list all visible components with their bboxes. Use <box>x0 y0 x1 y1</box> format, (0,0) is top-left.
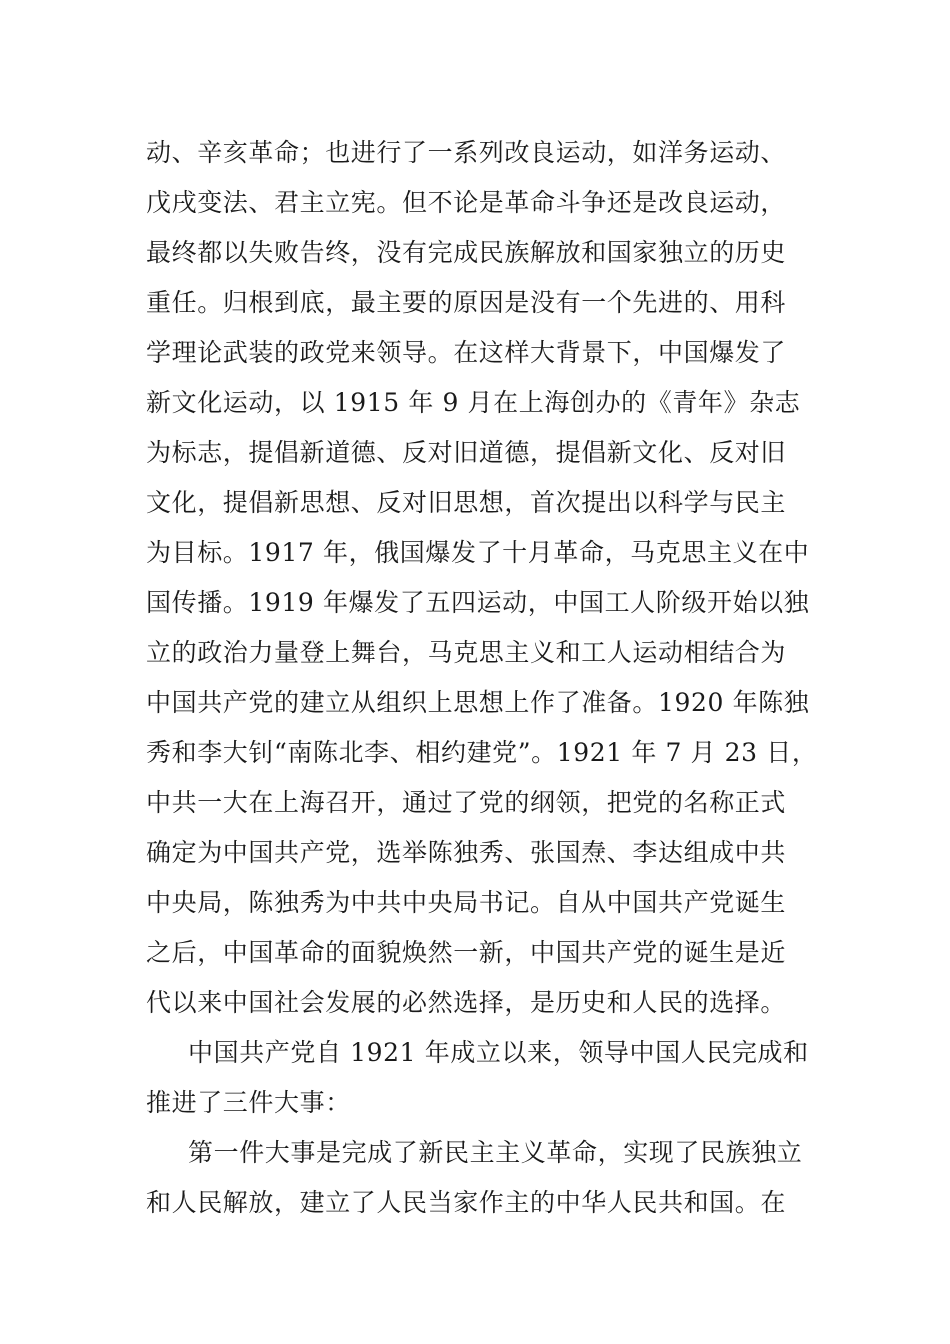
text-line: 动、辛亥革命；也进行了一系列改良运动，如洋务运动、 <box>146 138 787 167</box>
text-line: 推进了三件大事： <box>146 1088 351 1117</box>
text-line: 学理论武装的政党来领导。在这样大背景下，中国爆发了 <box>146 338 787 367</box>
paragraph-start-line: 中国共产党自 1921 年成立以来，领导中国人民完成和 <box>188 1038 809 1067</box>
text-line: 新文化运动，以 1915 年 9 月在上海创办的《青年》杂志 <box>146 388 801 417</box>
text-line: 戊戌变法、君主立宪。但不论是革命斗争还是改良运动， <box>146 188 787 217</box>
text-line: 中央局，陈独秀为中共中央局书记。自从中国共产党诞生 <box>146 888 787 917</box>
text-line: 为标志，提倡新道德、反对旧道德，提倡新文化、反对旧 <box>146 438 787 467</box>
text-line: 确定为中国共产党，选举陈独秀、张国焘、李达组成中共 <box>146 838 787 867</box>
text-line: 国传播。1919 年爆发了五四运动，中国工人阶级开始以独 <box>146 588 810 617</box>
text-line: 最终都以失败告终，没有完成民族解放和国家独立的历史 <box>146 238 787 267</box>
text-line: 和人民解放，建立了人民当家作主的中华人民共和国。在 <box>146 1188 787 1217</box>
text-line: 文化，提倡新思想、反对旧思想，首次提出以科学与民主 <box>146 488 787 517</box>
text-line: 之后，中国革命的面貌焕然一新，中国共产党的诞生是近 <box>146 938 787 967</box>
text-line: 中国共产党的建立从组织上思想上作了准备。1920 年陈独 <box>146 688 810 717</box>
text-line: 为目标。1917 年，俄国爆发了十月革命，马克思主义在中 <box>146 538 810 567</box>
text-line: 立的政治力量登上舞台，马克思主义和工人运动相结合为 <box>146 638 787 667</box>
paragraph-start-line: 第一件大事是完成了新民主主义革命，实现了民族独立 <box>188 1138 803 1167</box>
body-text <box>146 128 836 1228</box>
text-line: 中共一大在上海召开，通过了党的纲领，把党的名称正式 <box>146 788 787 817</box>
text-line: 重任。归根到底，最主要的原因是没有一个先进的、用科 <box>146 288 787 317</box>
text-line: 秀和李大钊“南陈北李、相约建党”。1921 年 7 月 23 日， <box>146 738 818 767</box>
text-line: 代以来中国社会发展的必然选择，是历史和人民的选择。 <box>146 988 787 1017</box>
